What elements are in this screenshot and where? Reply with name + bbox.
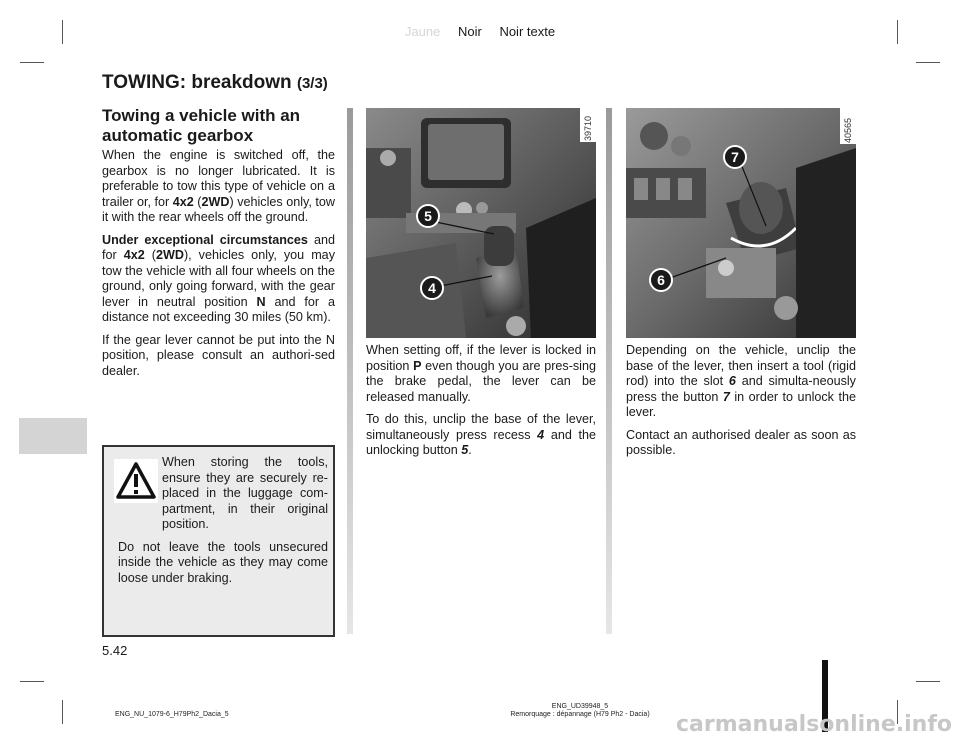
photo1-callout-b: 4 xyxy=(428,280,436,296)
col1-paragraph-1: When the engine is switched off, the gearbox is no longer lubricated. It is preferable to tow this type of vehicle on a trailer or, for 4x2 (2WD) vehicles only, tow it with the rear wheels off the ground. xyxy=(102,148,335,224)
warning-text xyxy=(118,455,328,593)
photo2-ref-number: 40565 xyxy=(843,117,853,143)
footer-left: ENG_NU_1079-6_H79Ph2_Dacia_5 xyxy=(115,711,229,718)
warning-box xyxy=(102,445,335,637)
page-title-main: TOWING: breakdown xyxy=(102,72,292,93)
col1-paragraph-2: Under exceptional circumstances and for 4x2 (2WD), vehicles only, you may tow the vehicle with all four wheels on the ground, only going forward, with the gear lever in neutral position N and for a distance not exceeding 30 miles (50 km). xyxy=(102,232,335,324)
col2-paragraph-2: To do this, unclip the base of the lever, simultaneously press recess 4 and the unlocking button 5. xyxy=(366,412,596,457)
column-gutter-2 xyxy=(606,108,612,634)
section-heading: Towing a vehicle with an automatic gearbox xyxy=(102,106,301,145)
warning-paragraph-1: When storing the tools, ensure they are securely re-placed in the luggage com-partment, in their original position. xyxy=(162,455,328,531)
header-jaune: Jaune xyxy=(404,24,441,39)
color-header xyxy=(0,24,960,39)
col1-paragraph-3: If the gear lever cannot be put into the N position, please consult an authori-sed dealer. xyxy=(102,332,335,378)
photo2-callout-a: 7 xyxy=(731,149,739,165)
column-1-text xyxy=(102,148,335,386)
column-3-text xyxy=(626,343,856,466)
photo2-callout-b: 6 xyxy=(657,272,665,288)
col3-paragraph-2: Contact an authorised dealer as soon as possible. xyxy=(626,427,856,457)
header-noir: Noir xyxy=(457,24,482,39)
warning-paragraph-2: Do not leave the tools unsecured inside the vehicle as they may come loose under braking. xyxy=(118,539,328,585)
page-title-suffix: (3/3) xyxy=(296,75,328,92)
column-2-text xyxy=(366,343,596,466)
col2-paragraph-1: When setting off, if the lever is locked in position P even though you are pres-sing the brake pedal, the lever can be released manually. xyxy=(366,343,596,404)
photo1-callout-a: 5 xyxy=(424,208,432,224)
col3-paragraph-1: Depending on the vehicle, unclip the base of the lever, then insert a tool (rigid rod) into the slot 6 and simulta-neously press the button 7 in order to unlock the lever. xyxy=(626,343,856,419)
watermark: carmanualsonline.info xyxy=(676,712,952,737)
photo-gear-lever-2 xyxy=(626,108,856,338)
footer-right xyxy=(480,703,680,719)
footer-right-line-2: Remorquage : dépannage (H79 Ph2 - Dacia) xyxy=(510,711,650,718)
photo1-ref-number: 39710 xyxy=(583,115,593,141)
photo-gear-lever-1 xyxy=(366,108,596,338)
header-noir-texte: Noir texte xyxy=(499,24,556,39)
page-title xyxy=(102,72,328,94)
page-number: 5.42 xyxy=(102,643,128,658)
footer-right-line-1: ENG_UD39948_5 xyxy=(551,703,609,710)
chapter-tab xyxy=(19,418,87,454)
column-gutter-1 xyxy=(347,108,353,634)
